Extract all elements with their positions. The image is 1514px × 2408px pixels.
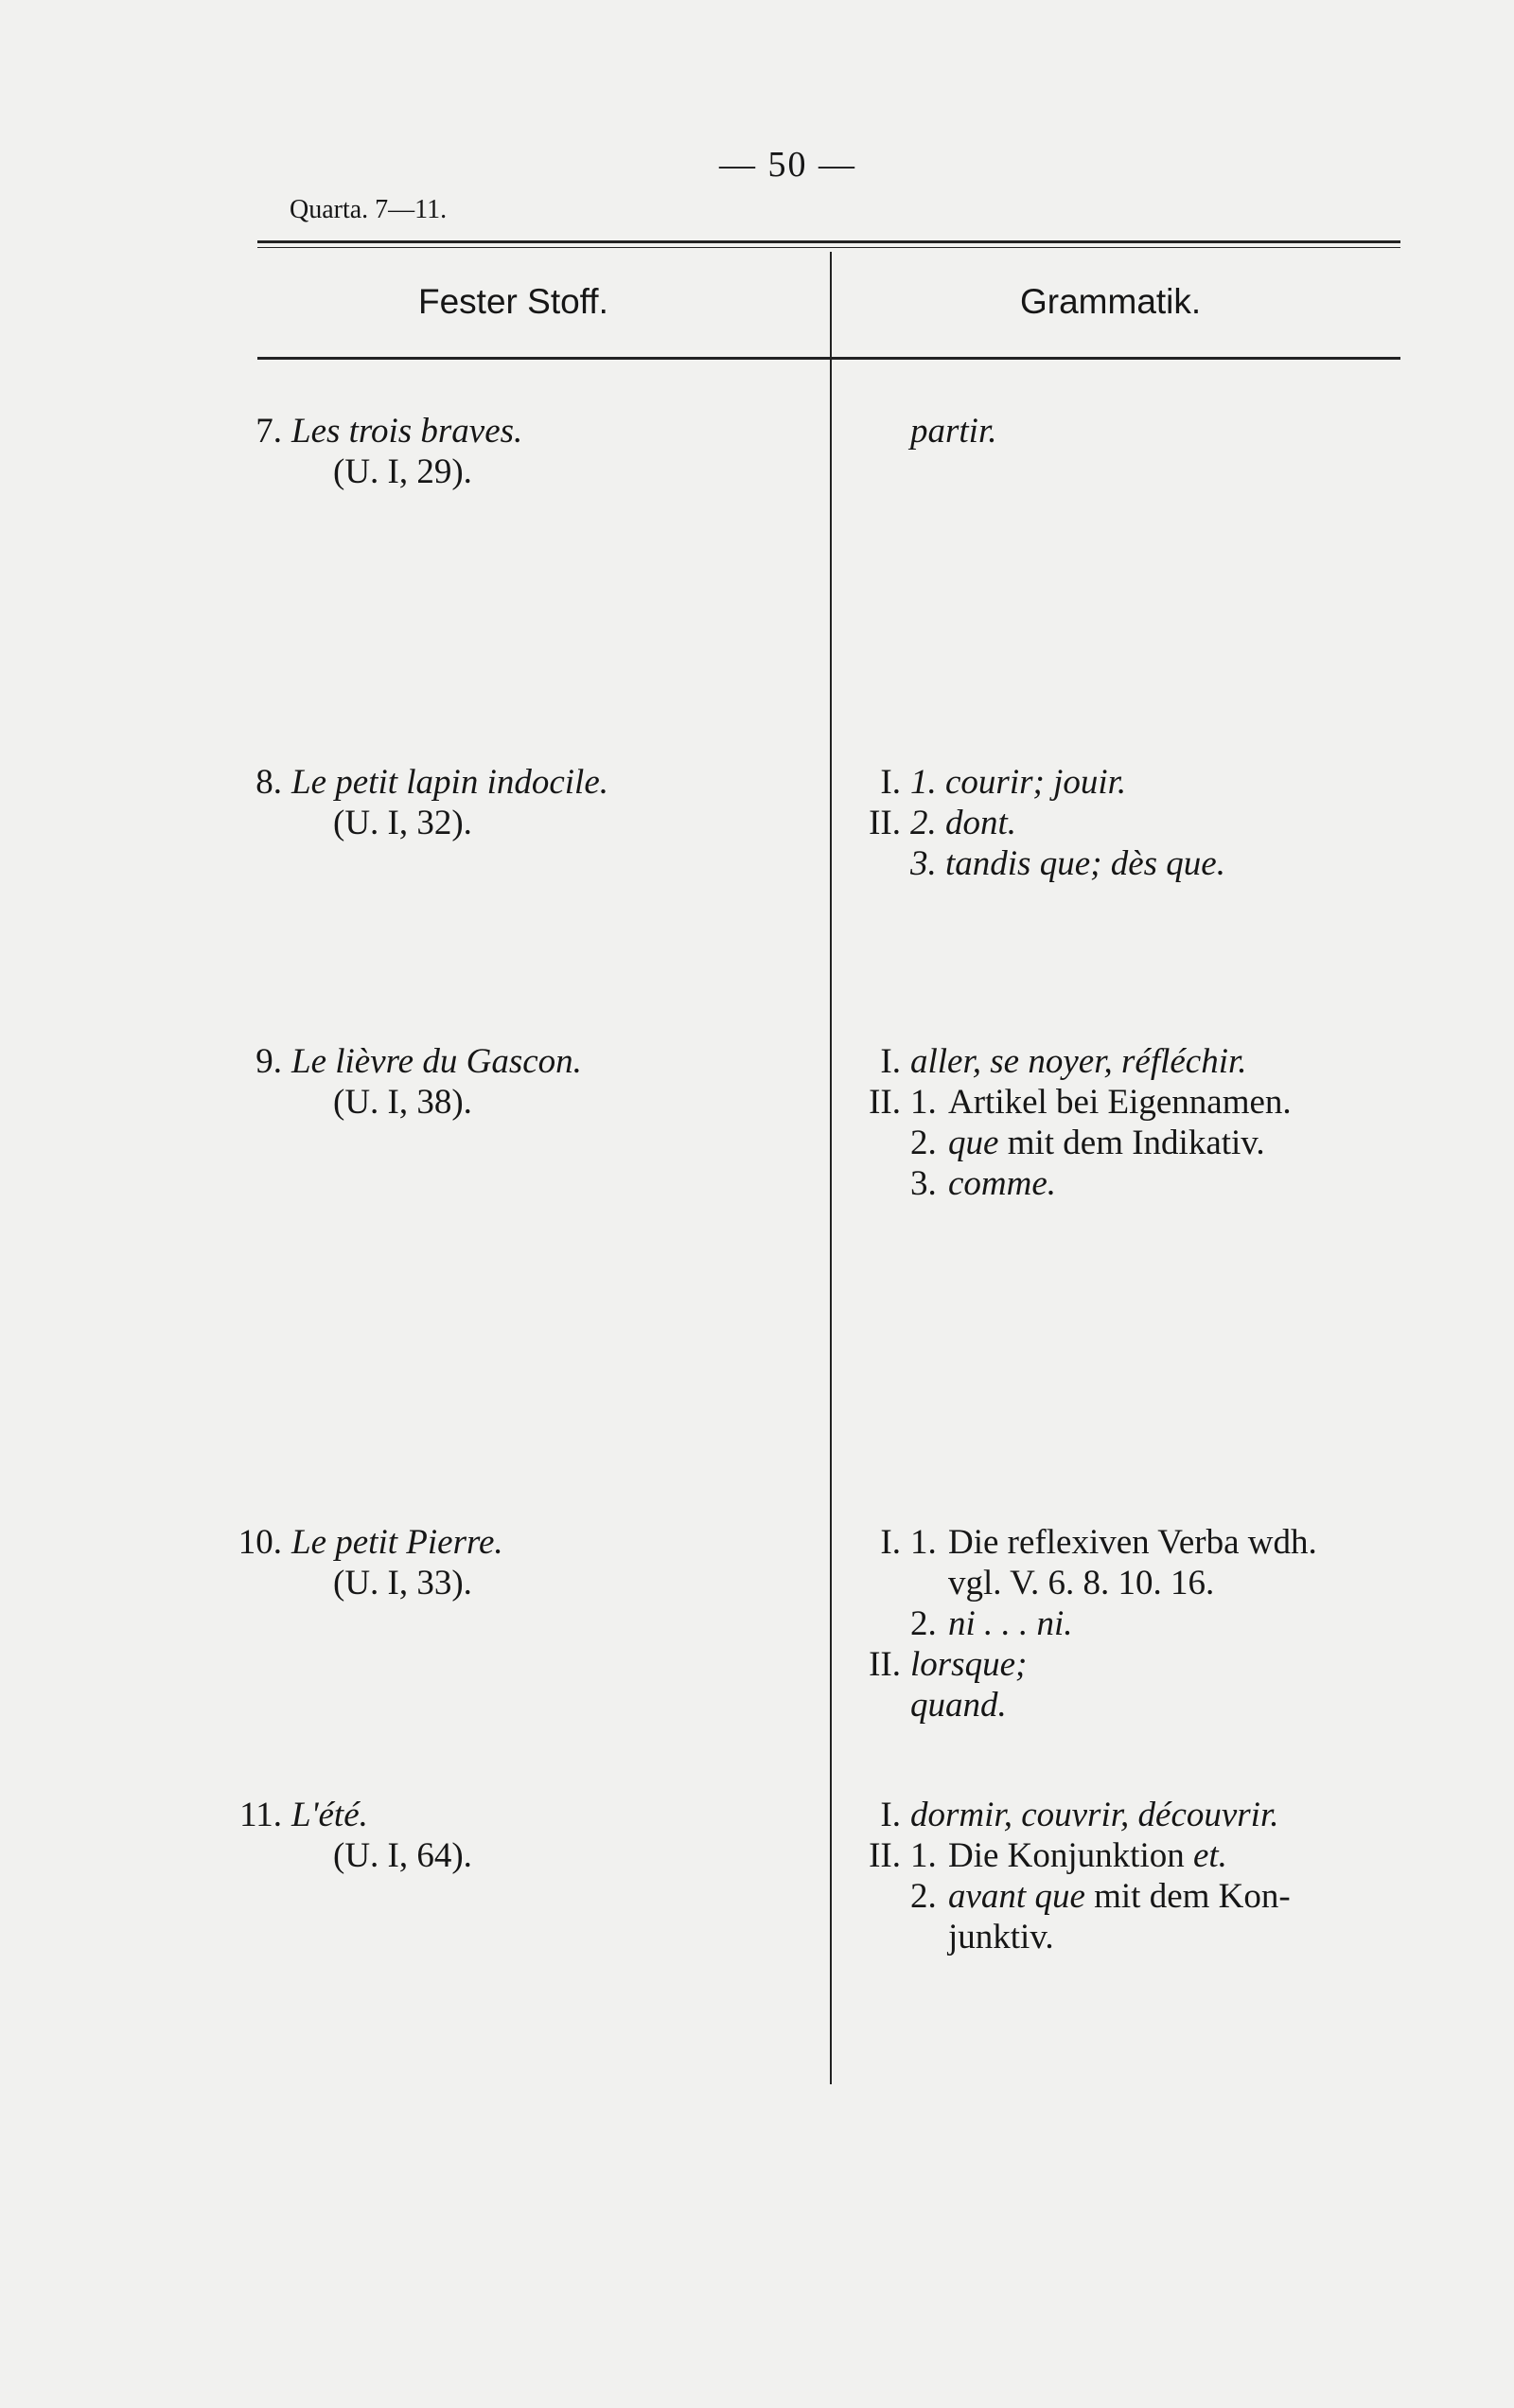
entry-number: 10. xyxy=(238,1523,282,1562)
grammar-item: mit dem Indikativ. xyxy=(1007,1124,1265,1162)
roman-numeral: II. xyxy=(869,1836,901,1875)
entry-reference: (U. I, 38). xyxy=(333,1083,472,1122)
grammar-entry xyxy=(852,1795,1291,1957)
grammar-item: Die Konjunktion xyxy=(948,1836,1185,1875)
grammar-item-italic: que xyxy=(948,1124,999,1162)
grammar-item: 1. courir; jouir. xyxy=(910,763,1127,802)
lesson-entry xyxy=(229,1522,503,1603)
top-rule xyxy=(257,240,1400,243)
item-number: 1. xyxy=(910,1083,937,1122)
grammar-item: comme. xyxy=(948,1164,1057,1203)
top-rule-thin xyxy=(257,247,1400,248)
lesson-entry xyxy=(229,411,522,492)
grammar-item: 3. tandis que; dès que. xyxy=(910,844,1225,883)
item-number: 2. xyxy=(910,1604,937,1643)
entry-number: 11. xyxy=(239,1796,282,1834)
grammar-item-continuation: junktiv. xyxy=(948,1918,1054,1956)
grammar-item: 2. dont. xyxy=(910,804,1017,842)
roman-numeral: I. xyxy=(880,763,901,802)
grammar-entry xyxy=(852,1522,1317,1726)
roman-numeral: II. xyxy=(869,804,901,842)
grammar-item-continuation: vgl. V. 6. 8. 10. 16. xyxy=(948,1564,1215,1602)
entry-reference: (U. I, 33). xyxy=(333,1564,472,1602)
grammar-item: dormir, couvrir, découvrir. xyxy=(910,1796,1279,1834)
entry-number: 7. xyxy=(255,412,282,451)
grammar-item: ni . . . ni. xyxy=(948,1604,1073,1643)
roman-numeral: I. xyxy=(880,1796,901,1834)
item-number: 3. xyxy=(910,1164,937,1203)
entry-title: L'été. xyxy=(291,1796,368,1834)
item-number: 1. xyxy=(910,1523,937,1562)
entry-reference: (U. I, 32). xyxy=(333,804,472,842)
roman-numeral: II. xyxy=(869,1645,901,1684)
item-number: 1. xyxy=(910,1836,937,1875)
entry-number: 8. xyxy=(255,763,282,802)
grammar-item: lorsque; xyxy=(910,1645,1028,1684)
roman-numeral: I. xyxy=(880,1042,901,1081)
entry-title: Le petit Pierre. xyxy=(291,1523,503,1562)
lesson-entry xyxy=(229,1795,472,1876)
grammar-item-continuation: quand. xyxy=(910,1686,1007,1725)
lesson-entry xyxy=(229,1041,582,1123)
column-heading-left: Fester Stoff. xyxy=(418,282,608,321)
entry-number: 9. xyxy=(255,1042,282,1081)
item-number: 2. xyxy=(910,1124,937,1162)
grammar-item: aller, se noyer, réfléchir. xyxy=(910,1042,1247,1081)
header-rule xyxy=(257,357,1400,360)
grammar-item: mit dem Kon- xyxy=(1094,1877,1291,1916)
grammar-item: Artikel bei Eigennamen. xyxy=(948,1083,1292,1122)
column-divider xyxy=(830,252,832,2084)
grammar-item: partir. xyxy=(910,412,997,451)
entry-title: Le lièvre du Gascon. xyxy=(291,1042,582,1081)
grammar-item-italic: et. xyxy=(1192,1836,1227,1875)
grammar-entry xyxy=(852,762,1225,884)
column-heading-right: Grammatik. xyxy=(1020,282,1202,321)
roman-numeral: I. xyxy=(880,1523,901,1562)
entry-reference: (U. I, 29). xyxy=(333,452,472,491)
item-number: 2. xyxy=(910,1877,937,1916)
lesson-entry xyxy=(229,762,608,843)
entry-title: Les trois braves. xyxy=(291,412,523,451)
entry-title: Le petit lapin indocile. xyxy=(291,763,609,802)
grammar-entry xyxy=(910,411,997,452)
running-head: Quarta. 7—11. xyxy=(290,195,448,224)
grammar-item-italic: avant que xyxy=(948,1877,1085,1916)
roman-numeral: II. xyxy=(869,1083,901,1122)
grammar-item: Die reflexiven Verba wdh. xyxy=(948,1523,1317,1562)
grammar-entry xyxy=(852,1041,1292,1204)
page-number: — 50 — xyxy=(719,145,856,185)
entry-reference: (U. I, 64). xyxy=(333,1836,472,1875)
